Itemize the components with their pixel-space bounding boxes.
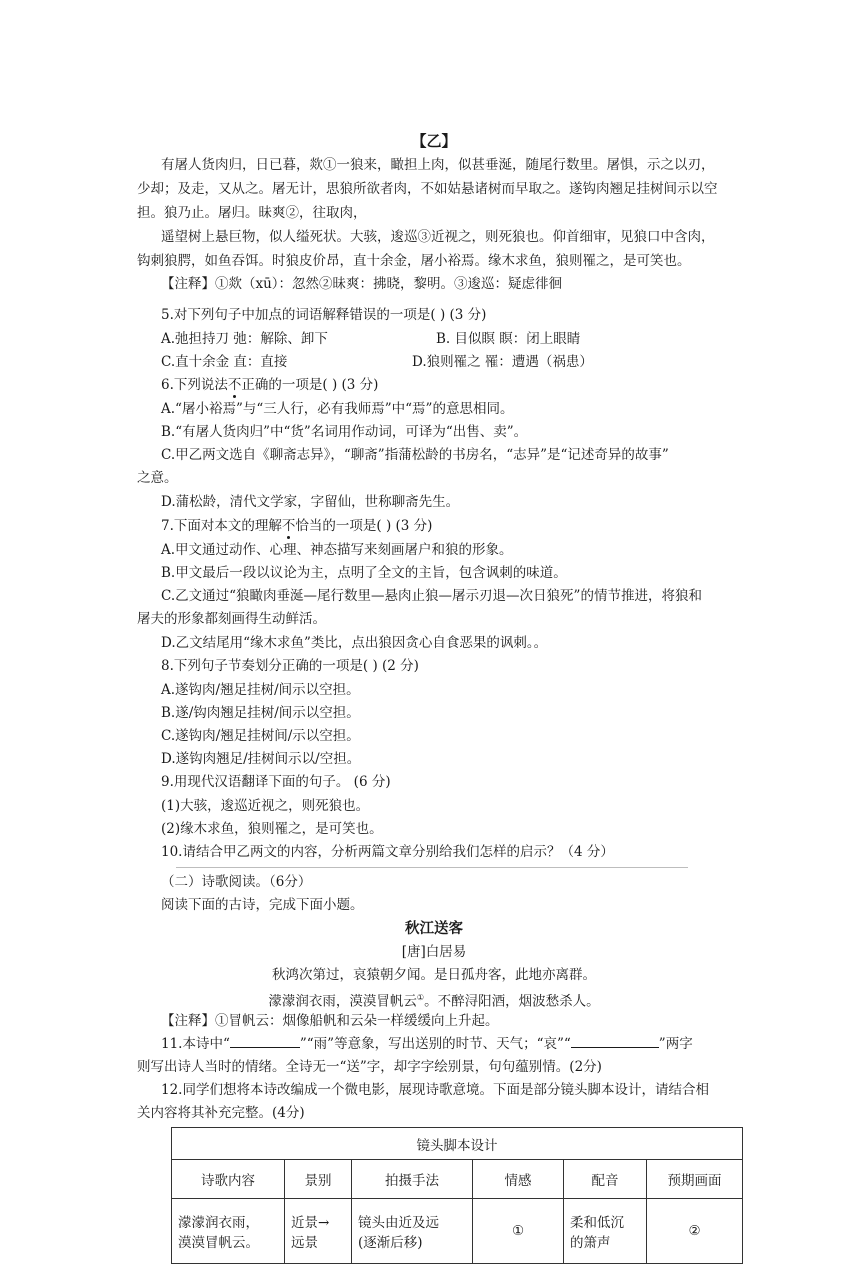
footnote-marker: ① — [416, 993, 425, 1002]
table-header: 景别 — [285, 1160, 352, 1199]
question-6-option-c-cont: 之意。 — [137, 470, 178, 486]
question-5-option-d: D.狼则罹之 罹：遭遇（祸患） — [412, 354, 593, 370]
question-8-option-d: D.遂钩肉翘足/挂树间示以/空担。 — [161, 751, 361, 767]
question-10-stem: 10.请结合甲乙两文的内容，分析两篇文章分别给我们怎样的启示？（4 分） — [161, 844, 614, 860]
question-8-stem: 8.下列句子节奏划分正确的一项是( ) (2 分) — [161, 658, 419, 674]
table-cell-content: 濛濛润衣雨， 漠漠冒帆云。 — [172, 1199, 285, 1264]
shot-script-table — [171, 1127, 743, 1264]
question-6-option-b: B.“有屠人货肉归”中“货”名词用作动词，可译为“出售、卖”。 — [161, 424, 528, 440]
question-9-sentence-1: (1)大骇，逡巡近视之，则死狼也。 — [161, 798, 370, 814]
dotted-word: 错误 — [349, 307, 377, 323]
question-7-option-c-cont: 屠夫的形象都刻画得生动鲜活。 — [137, 611, 326, 627]
question-7-option-d: D.乙文结尾用“缘木求鱼”类比，点出狼因贪心自食恶果的讽刺。。 — [161, 635, 548, 651]
answer-blank[interactable] — [571, 1035, 659, 1048]
question-12-line-1: 12.同学们想将本诗改编成一个微电影，展现诗歌意境。下面是部分镜头脚本设计，请结合相 — [161, 1082, 709, 1098]
question-5-stem: 5.对下列句子中加点的词语解释错误的一项是( ) (3 分) — [161, 307, 487, 323]
question-8-option-b: B.遂/钩肉翘足挂树/间示以空担。 — [161, 705, 360, 721]
question-7-option-b: B.甲文最后一段以议论为主，点明了全文的主旨，包含讽刺的味道。 — [161, 565, 567, 581]
poem-title: 秋江送客 — [405, 920, 463, 937]
question-9-stem: 9.用现代汉语翻译下面的句子。 (6 分) — [161, 774, 391, 790]
passage-line: 担。狼乃止。屠归。昧爽②，往取肉， — [137, 205, 367, 221]
table-cell-picture[interactable]: ② — [647, 1199, 743, 1264]
question-6-option-c: C.甲乙两文选自《聊斋志异》，“聊斋”指蒲松龄的书房名，“志异”是“记述奇异的故事” — [161, 447, 669, 463]
poem-note: 【注释】①冒帆云：烟像船帆和云朵一样缓缓向上升起。 — [161, 1013, 499, 1029]
table-header: 拍摄手法 — [352, 1160, 473, 1199]
table-caption: 镜头脚本设计 — [172, 1128, 743, 1160]
table-header: 预期画面 — [647, 1160, 743, 1199]
part-2-instruction: 阅读下面的古诗，完成下面小题。 — [161, 897, 364, 913]
question-6-option-d: D.蒲松龄，清代文学家，字留仙，世称聊斋先生。 — [161, 494, 460, 510]
table-cell-audio: 柔和低沉 的箫声 — [564, 1199, 647, 1264]
table-header: 诗歌内容 — [172, 1160, 285, 1199]
question-7-option-a: A.甲文通过动作、心理、神态描写来刻画屠户和狼的形象。 — [161, 542, 513, 558]
passage-line: 有屠人货肉归，日已暮，欻①一狼来，瞰担上肉，似甚垂涎，随尾行数里。屠惧，示之以刃， — [161, 157, 715, 173]
part-2-heading: （二）诗歌阅读。（6分） — [161, 874, 312, 890]
dotted-word: 不 — [227, 377, 242, 393]
question-8-option-a: A.遂钩肉/翘足挂树/间示以空担。 — [161, 682, 360, 698]
question-5-option-c: C.直十余金 直：直接 — [161, 354, 288, 370]
passage-line: 钩刺狼腭，如鱼吞饵。时狼皮价昂，直十余金，屠小裕焉。缘木求鱼，狼则罹之，是可笑也。 — [137, 253, 691, 269]
question-11-line-1: 11.本诗中“ ”“雨”等意象，写出送别的时节、天气；“哀”“ ”两字 — [161, 1036, 693, 1052]
question-8-option-c: C.遂钩肉/翘足挂树间/示以空担。 — [161, 728, 360, 744]
passage-note: 【注释】①欻（xū）：忽然②昧爽：拂晓，黎明。③逡巡：疑虑徘徊 — [161, 276, 563, 292]
table-header: 配音 — [564, 1160, 647, 1199]
question-6-option-a: A.“屠小裕焉”与“三人行，必有我师焉”中“焉”的意思相同。 — [161, 401, 514, 417]
question-7-option-c: C.乙文通过“狼瞰肉垂涎—尾行数里—悬肉止狼—屠示刃退—次日狼死”的情节推进，将狼和 — [161, 588, 702, 604]
dotted-word: 不 — [281, 518, 296, 534]
question-5-option-a: A.弛担持刀 弛：解除、卸下 — [161, 331, 328, 347]
passage-line: 遥望树上悬巨物，似人缢死状。大骇，逡巡③近视之，则死狼也。仰首细审，见狼口中含肉， — [161, 229, 715, 245]
table-row — [172, 1199, 743, 1264]
question-5-option-b: B. 目似瞑 瞑：闭上眼睛 — [436, 331, 581, 347]
question-11-line-2: 则写出诗人当时的情绪。全诗无一“送”字，却字字绘别景，句句蕴别情。(2分) — [137, 1059, 602, 1075]
section-title-yi: 【乙】 — [411, 132, 457, 150]
question-6-stem: 6.下列说法不正确的一项是( ) (3 分) — [161, 377, 379, 393]
table-cell-scale: 近景→ 远景 — [285, 1199, 352, 1264]
question-7-stem: 7.下面对本文的理解不恰当的一项是( ) (3 分) — [161, 518, 433, 534]
poem-line-1: 秋鸿次第过，哀猿朝夕闻。是日孤舟客，此地亦离群。 — [272, 967, 596, 983]
passage-line: 少却；及走，又从之。屠无计，思狼所欲者肉，不如姑悬诸树而早取之。遂钩肉翘足挂树间示以空 — [137, 181, 718, 197]
table-cell-method: 镜头由近及远 (逐渐后移) — [352, 1199, 473, 1264]
poem-author: [唐]白居易 — [401, 944, 467, 960]
question-12-line-2: 关内容将其补充完整。(4分) — [137, 1105, 305, 1121]
answer-blank[interactable] — [230, 1035, 300, 1048]
section-divider — [176, 867, 688, 868]
question-9-sentence-2: (2)缘木求鱼，狼则罹之，是可笑也。 — [161, 821, 383, 837]
table-cell-emotion[interactable]: ① — [473, 1199, 564, 1264]
poem-line-2: 濛濛润衣雨，漠漠冒帆云①。不醉浔阳酒，烟波愁杀人。 — [268, 993, 600, 1010]
table-header: 情感 — [473, 1160, 564, 1199]
